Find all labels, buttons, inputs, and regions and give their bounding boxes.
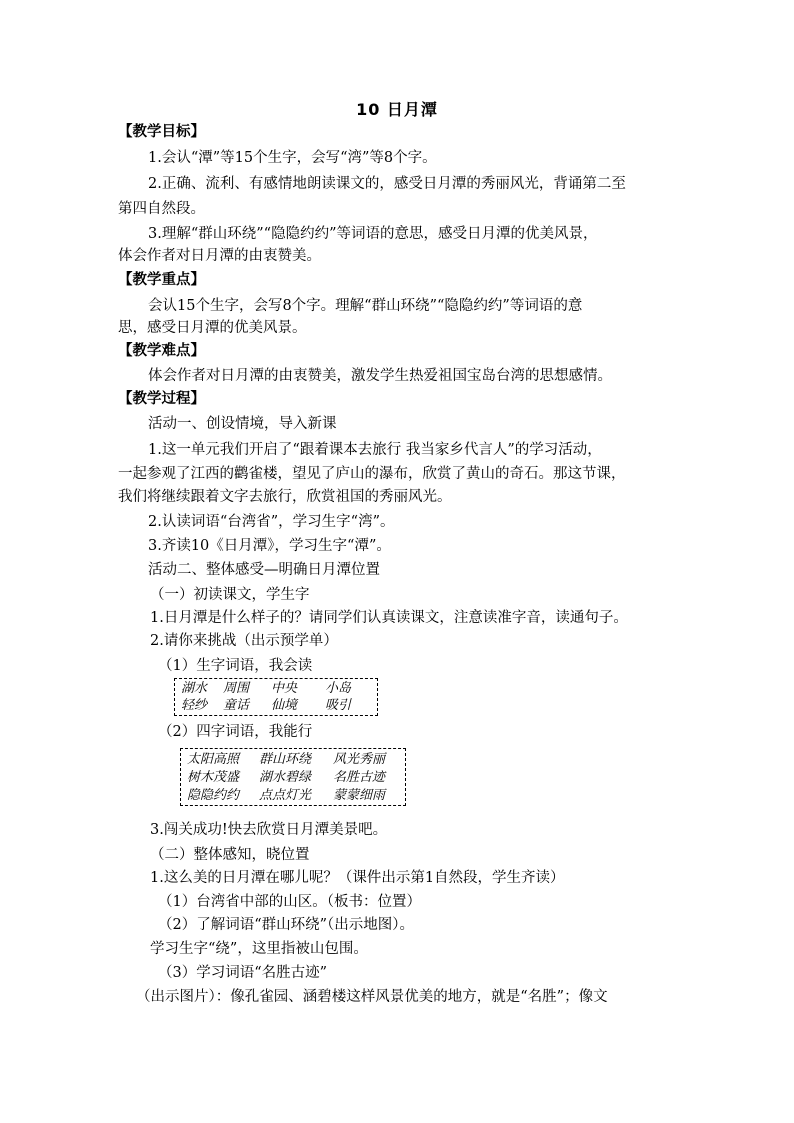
activity-2-title: 活动二、整体感受—明确日月潭位置 (148, 562, 380, 578)
section-2-learn-char: 学习生字“绕”，这里指被山包围。 (150, 941, 368, 957)
word-box-2-cell: 湖水碧绿 (259, 770, 312, 785)
section-1-item-1: 1.日月潭是什么样子的？请同学们认真读课文，注意读准字音，读通句子。 (150, 610, 628, 626)
heading-difficulties: 【教学难点】 (118, 343, 205, 359)
word-box-1-cell: 童话 (223, 698, 250, 713)
word-box-2-cell: 蒙蒙细雨 (333, 788, 386, 803)
difficulty-line: 体会作者对日月潭的由衷赞美，激发学生热爱祖国宝岛台湾的思想感情。 (148, 368, 612, 384)
word-box-1-cell: 小岛 (325, 681, 352, 696)
word-box-2-cell: 隐隐约约 (187, 788, 240, 803)
goal-3-line-2: 体会作者对日月潭的由衷赞美。 (118, 248, 321, 264)
activity-1-item-3: 3.齐读10《日月潭》，学习生字“潭”。 (148, 538, 391, 554)
activity-1-item-1-line-2: 一起参观了江西的鹳雀楼，望见了庐山的瀑布，欣赏了黄山的奇石。那这节课， (118, 466, 626, 482)
section-1-item-3: 3.闯关成功!快去欣赏日月潭美景吧。 (150, 822, 388, 838)
goal-3-line-1: 3.理解“群山环绕”“隐隐约约”等词语的意思，感受日月潭的优美风景， (148, 226, 598, 242)
goal-2-line-2: 第四自然段。 (118, 201, 205, 217)
word-box-1-cell: 湖水 (181, 681, 208, 696)
subsection-2-title: （2）四字词语，我能行 (158, 724, 313, 740)
section-1-item-2: 2.请你来挑战（出示预学单） (150, 633, 338, 649)
word-box-2-cell: 名胜古迹 (333, 770, 386, 785)
page-title: 10 日月潭 (356, 100, 438, 119)
section-2-title: （二）整体感知，晓位置 (150, 847, 310, 863)
section-1-title: （一）初读课文，学生字 (150, 587, 310, 603)
key-line-2: 思，感受日月潭的优美风景。 (118, 320, 307, 336)
heading-process: 【教学过程】 (118, 391, 205, 407)
word-box-1-cell: 轻纱 (181, 698, 208, 713)
word-box-1-cell: 吸引 (325, 698, 352, 713)
goal-1: 1.会认“潭”等15个生字，会写“湾”等8个字。 (148, 150, 437, 166)
word-box-1-cell: 周围 (223, 681, 250, 696)
section-2-sub-1: （1）台湾省中部的山区。（板书：位置） (158, 894, 421, 910)
activity-1-item-1-line-3: 我们将继续跟着文字去旅行，欣赏祖国的秀丽风光。 (118, 489, 452, 505)
word-box-1 (174, 678, 378, 716)
section-2-sub-2: （2）了解词语“群山环绕”（出示地图）。 (158, 917, 415, 933)
heading-teaching-goals: 【教学目标】 (118, 124, 205, 140)
word-box-1-cell: 仙境 (271, 698, 298, 713)
section-2-last-line: （出示图片）：像孔雀园、涵碧楼这样风景优美的地方，就是“名胜”；像文 (136, 989, 608, 1005)
heading-key-points: 【教学重点】 (118, 272, 205, 288)
word-box-2-cell: 太阳高照 (187, 752, 240, 767)
section-2-item-1: 1.这么美的日月潭在哪儿呢？（课件出示第1自然段，学生齐读） (150, 870, 565, 886)
section-2-sub-3: （3）学习词语“名胜古迹” (158, 965, 328, 981)
key-line-1: 会认15个生字，会写8个字。理解“群山环绕”“隐隐约约”等词语的意 (148, 298, 583, 314)
subsection-1-title: （1）生字词语，我会读 (158, 658, 313, 674)
activity-1-item-1-line-1: 1.这一单元我们开启了“跟着课本去旅行 我当家乡代言人”的学习活动， (148, 442, 602, 458)
activity-1-item-2: 2.认读词语“台湾省”，学习生字“湾”。 (148, 514, 395, 530)
word-box-2-cell: 树木茂盛 (187, 770, 240, 785)
word-box-2-cell: 点点灯光 (259, 788, 312, 803)
word-box-2-cell: 风光秀丽 (333, 752, 386, 767)
word-box-2-cell: 群山环绕 (259, 752, 312, 767)
word-box-2 (180, 748, 406, 806)
goal-2-line-1: 2.正确、流利、有感情地朗读课文的，感受日月潭的秀丽风光，背诵第二至 (148, 176, 626, 192)
activity-1-title: 活动一、创设情境，导入新课 (148, 416, 337, 432)
word-box-1-cell: 中央 (271, 681, 298, 696)
